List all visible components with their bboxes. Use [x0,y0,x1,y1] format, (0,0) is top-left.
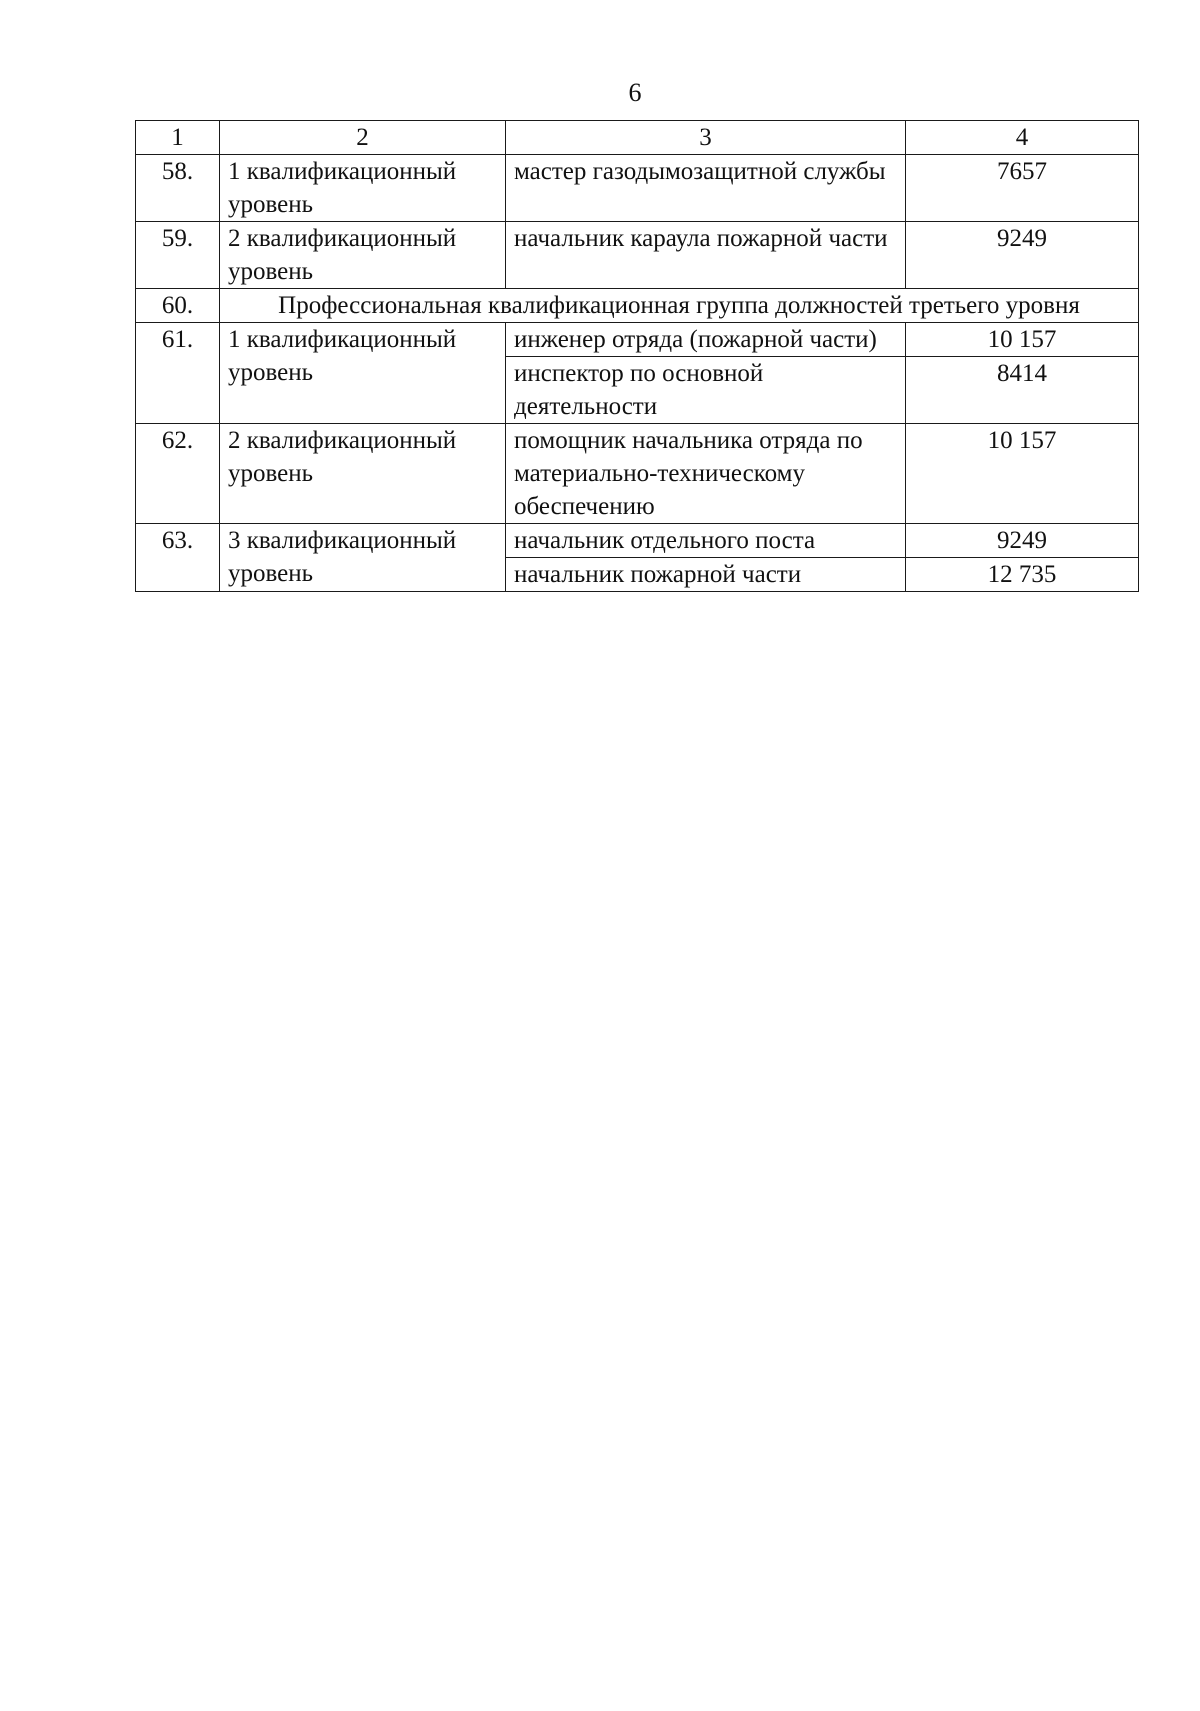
header-cell-1: 1 [136,121,220,155]
table-row [136,424,1139,524]
salary-value: 8414 [906,357,1139,424]
salary-value: 7657 [906,155,1139,222]
salary-value: 9249 [906,524,1139,558]
qualification-level: 2 квалификационный уровень [220,222,506,289]
position-title: инспектор по основной деятельности [506,357,906,424]
position-title: помощник начальника отряда по материально-техническому обеспечению [506,424,906,524]
position-title: мастер газодымозащитной службы [506,155,906,222]
salary-value: 12 735 [906,558,1139,592]
group-title: Профессиональная квалификационная группа должностей третьего уровня [220,289,1139,323]
row-number: 63. [136,524,220,592]
page-number: 6 [628,78,642,107]
row-number: 59. [136,222,220,289]
salary-table [135,120,1139,592]
header-cell-3: 3 [506,121,906,155]
table-row [136,524,1139,558]
table-row [136,155,1139,222]
header-cell-4: 4 [906,121,1139,155]
qualification-level: 1 квалификационный уровень [220,155,506,222]
salary-value: 10 157 [906,424,1139,524]
row-number: 60. [136,289,220,323]
row-number: 58. [136,155,220,222]
table-row-group [136,289,1139,323]
qualification-level: 3 квалификационный уровень [220,524,506,592]
position-title: начальник пожарной части [506,558,906,592]
position-title: инженер отряда (пожарной части) [506,323,906,357]
position-title: начальник караула пожарной части [506,222,906,289]
qualification-level: 1 квалификационный уровень [220,323,506,424]
qualification-level: 2 квалификационный уровень [220,424,506,524]
position-title: начальник отдельного поста [506,524,906,558]
row-number: 61. [136,323,220,424]
salary-value: 10 157 [906,323,1139,357]
row-number: 62. [136,424,220,524]
table-header-row [136,121,1139,155]
salary-value: 9249 [906,222,1139,289]
table-row [136,222,1139,289]
header-cell-2: 2 [220,121,506,155]
table-row [136,323,1139,357]
